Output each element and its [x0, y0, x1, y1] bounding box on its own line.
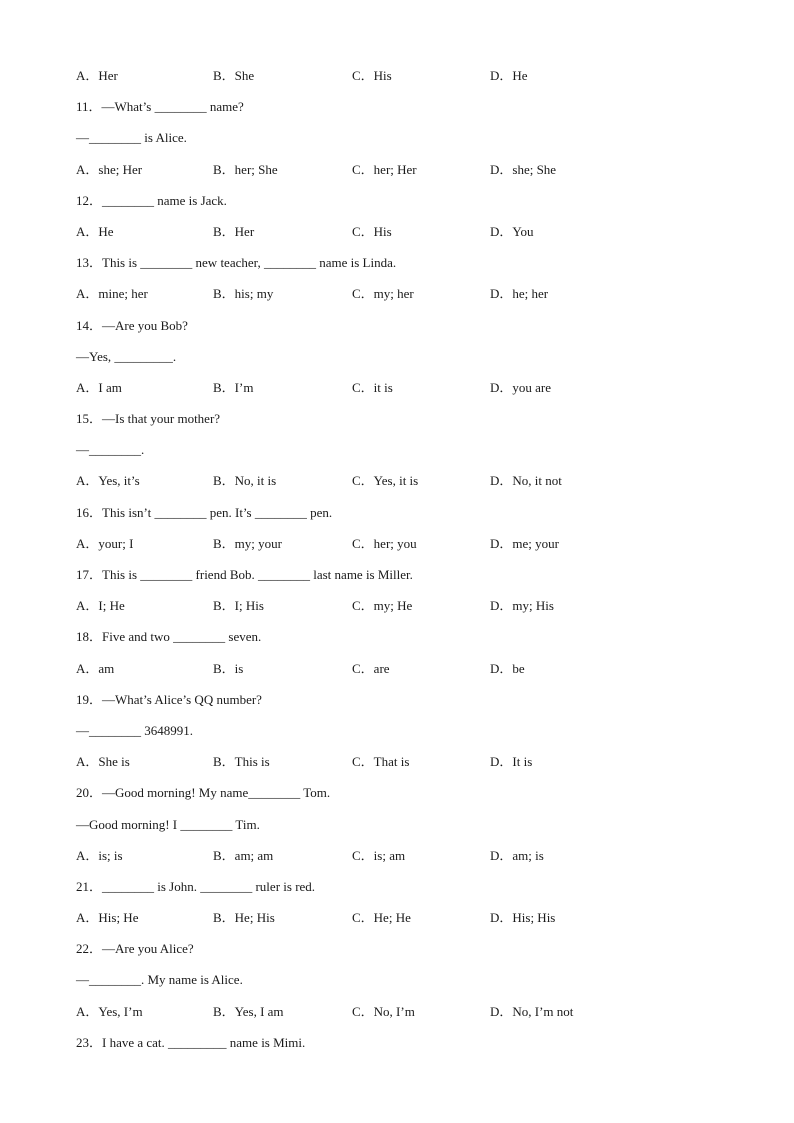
question-line: 16．This isn’t ________ pen. It’s ________ pen.: [76, 504, 333, 520]
option-d: D．you are: [490, 379, 552, 395]
option-a: A．she; Her: [76, 161, 143, 177]
option-d: D．my; His: [490, 598, 554, 614]
option-c: C．He; He: [352, 910, 411, 926]
answer-options: [76, 66, 756, 97]
option-b: B．Yes, I am: [213, 1003, 284, 1019]
question-line: 21．________ is John. ________ ruler is red.: [76, 878, 316, 894]
answer-options: [76, 846, 756, 877]
option-a: A．mine; her: [76, 286, 148, 302]
answer-options: [76, 378, 756, 409]
option-d: D．No, it not: [490, 473, 562, 489]
answer-line: —________ 3648991.: [76, 722, 193, 738]
option-b: B．his; my: [213, 286, 274, 302]
question-line: 20．—Good morning! My name________ Tom.: [76, 785, 331, 801]
option-c: C．That is: [352, 754, 410, 770]
answer-options: [76, 534, 756, 565]
option-c: C．my; her: [352, 286, 414, 302]
option-d: D．am; is: [490, 847, 544, 863]
option-b: B．She: [213, 68, 255, 83]
question-line: 17．This is ________ friend Bob. ________ last name is Miller.: [76, 567, 413, 582]
option-c: C．Yes, it is: [352, 473, 419, 489]
option-d: D．he; her: [490, 286, 549, 302]
option-a: A．Yes, I’m: [76, 1003, 143, 1019]
worksheet-page: [76, 66, 756, 1064]
option-a: A．Her: [76, 68, 118, 83]
option-c: C．are: [352, 660, 390, 676]
option-a: A．His; He: [76, 910, 139, 926]
option-a: A．Yes, it’s: [76, 473, 140, 489]
option-b: B．No, it is: [213, 473, 277, 489]
option-d: D．me; your: [490, 535, 559, 551]
answer-options: [76, 160, 756, 191]
option-d: D．His; His: [490, 910, 556, 926]
option-c: C．my; He: [352, 598, 413, 614]
question-line: 23．I have a cat. _________ name is Mimi.: [76, 1034, 306, 1050]
question-line: 22．—Are you Alice?: [76, 941, 194, 957]
option-a: A．I am: [76, 379, 122, 395]
option-d: D．It is: [490, 754, 533, 770]
answer-line: —________ is Alice.: [76, 130, 187, 146]
option-d: D．she; She: [490, 161, 557, 177]
option-a: A．I; He: [76, 598, 125, 614]
option-c: C．it is: [352, 379, 393, 395]
question-line: 11．—What’s ________ name?: [76, 99, 244, 115]
option-a: A．He: [76, 223, 114, 239]
question-line: 19．—What’s Alice’s QQ number?: [76, 691, 262, 707]
option-b: B．my; your: [213, 535, 282, 551]
answer-line: —Yes, _________.: [76, 348, 177, 364]
option-a: A．your; I: [76, 535, 134, 551]
option-b: B．am; am: [213, 847, 274, 863]
option-a: A．is; is: [76, 847, 123, 863]
answer-line: —________. My name is Alice.: [76, 972, 243, 988]
option-c: C．His: [352, 68, 392, 83]
question-line: 15．—Is that your mother?: [76, 411, 221, 427]
option-b: B．I; His: [213, 598, 264, 614]
option-d: D．No, I’m not: [490, 1003, 574, 1019]
answer-options: [76, 752, 756, 783]
option-b: B．her; She: [213, 161, 278, 177]
answer-options: [76, 222, 756, 253]
option-c: C．her; you: [352, 535, 417, 551]
option-d: D．He: [490, 68, 528, 83]
answer-options: [76, 1002, 756, 1033]
option-c: C．her; Her: [352, 161, 417, 177]
answer-options: [76, 908, 756, 939]
answer-options: [76, 284, 756, 315]
answer-options: [76, 659, 756, 690]
option-b: B．This is: [213, 754, 270, 770]
option-c: C．is; am: [352, 847, 406, 863]
option-b: B．He; His: [213, 910, 275, 926]
option-b: B．I’m: [213, 379, 254, 395]
option-b: B．is: [213, 660, 244, 676]
answer-line: —________.: [76, 442, 145, 458]
answer-line: —Good morning! I ________ Tim.: [76, 816, 260, 832]
answer-options: [76, 596, 756, 627]
question-line: 12．________ name is Jack.: [76, 192, 227, 208]
question-line: 13．This is ________ new teacher, ________ name is Linda.: [76, 255, 397, 271]
option-a: A．She is: [76, 754, 130, 770]
question-line: 14．—Are you Bob?: [76, 317, 188, 333]
option-b: B．Her: [213, 223, 255, 239]
option-c: C．His: [352, 223, 392, 239]
option-d: D．be: [490, 660, 525, 676]
answer-options: [76, 471, 756, 502]
option-a: A．am: [76, 660, 115, 676]
question-line: 18．Five and two ________ seven.: [76, 629, 262, 645]
option-d: D．You: [490, 223, 534, 239]
option-c: C．No, I’m: [352, 1003, 415, 1019]
